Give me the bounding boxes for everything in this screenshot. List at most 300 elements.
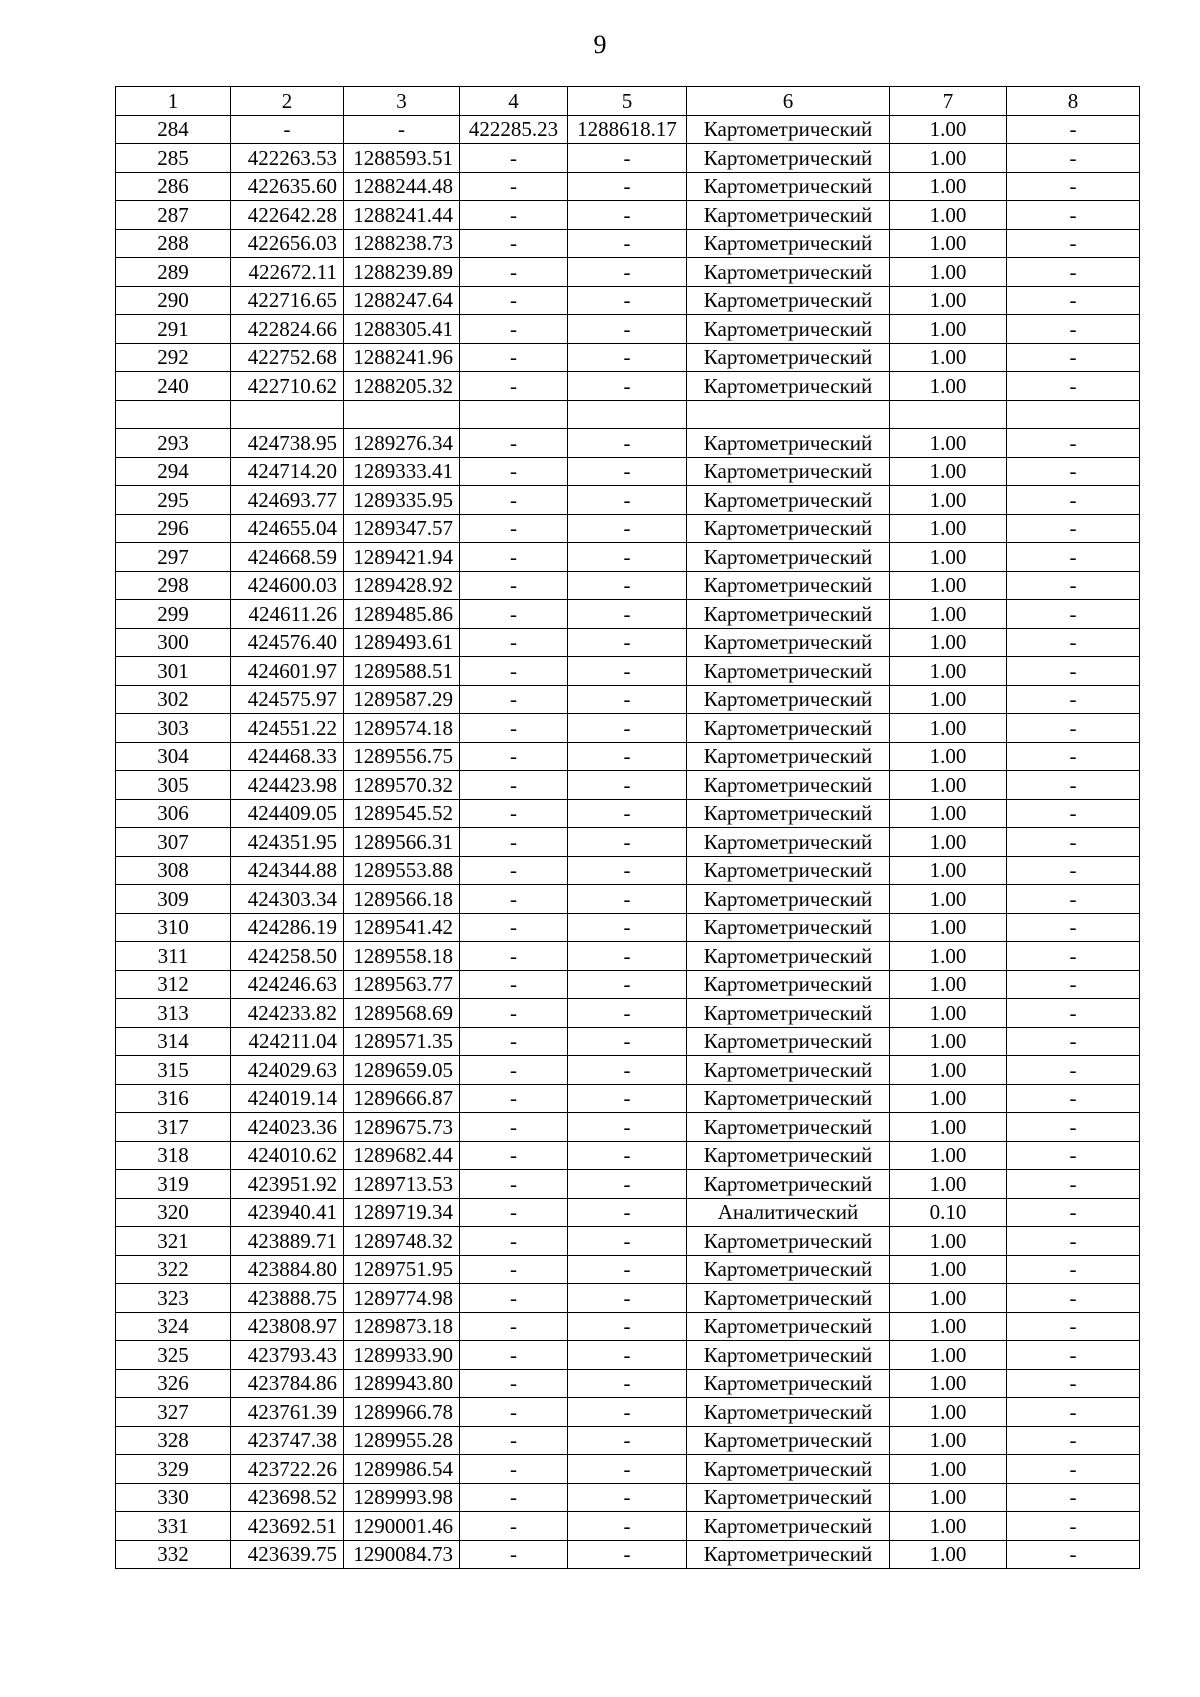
table-cell: 1288205.32	[344, 372, 460, 401]
table-cell: -	[460, 628, 568, 657]
table-cell: -	[568, 628, 687, 657]
table-cell: 1.00	[890, 457, 1007, 486]
table-cell: 1289719.34	[344, 1198, 460, 1227]
table-cell: 424600.03	[231, 571, 344, 600]
table-cell: -	[1007, 258, 1140, 287]
table-cell: -	[460, 1084, 568, 1113]
table-cell: 1289966.78	[344, 1398, 460, 1427]
table-cell: 321	[116, 1227, 231, 1256]
table-cell: Картометрический	[687, 1255, 890, 1284]
table-cell: -	[1007, 486, 1140, 515]
column-header: 8	[1007, 87, 1140, 116]
table-cell: -	[568, 657, 687, 686]
table-cell: 424551.22	[231, 714, 344, 743]
table-cell: 294	[116, 457, 231, 486]
table-cell: -	[568, 856, 687, 885]
table-row	[116, 913, 1140, 942]
table-cell: Картометрический	[687, 286, 890, 315]
table-cell: -	[568, 1398, 687, 1427]
table-cell: 1289545.52	[344, 799, 460, 828]
table-cell: 424601.97	[231, 657, 344, 686]
table-cell: -	[460, 315, 568, 344]
table-row	[116, 315, 1140, 344]
table-row	[116, 685, 1140, 714]
table-row	[116, 1141, 1140, 1170]
table-row	[116, 657, 1140, 686]
table-cell: Картометрический	[687, 657, 890, 686]
table-cell: 332	[116, 1540, 231, 1569]
table-cell: -	[1007, 286, 1140, 315]
table-cell: 1288239.89	[344, 258, 460, 287]
table-row	[116, 856, 1140, 885]
table-cell: 423940.41	[231, 1198, 344, 1227]
table-row	[116, 1426, 1140, 1455]
table-cell: -	[1007, 372, 1140, 401]
table-cell: 1.00	[890, 628, 1007, 657]
table-row	[116, 1369, 1140, 1398]
table-cell: Картометрический	[687, 1284, 890, 1313]
table-cell: Картометрический	[687, 1227, 890, 1256]
table-cell: 424423.98	[231, 771, 344, 800]
table-cell: 1289558.18	[344, 942, 460, 971]
table-cell: -	[1007, 742, 1140, 771]
table-cell: Картометрический	[687, 201, 890, 230]
table-cell: -	[1007, 1170, 1140, 1199]
table-cell: -	[460, 457, 568, 486]
table-cell: -	[568, 1027, 687, 1056]
table-cell: 422263.53	[231, 144, 344, 173]
table-cell: 423761.39	[231, 1398, 344, 1427]
table-cell: 1288238.73	[344, 229, 460, 258]
table-cell: 1.00	[890, 970, 1007, 999]
table-cell: 1289943.80	[344, 1369, 460, 1398]
table-cell: Картометрический	[687, 1113, 890, 1142]
table-cell: 423951.92	[231, 1170, 344, 1199]
table-cell: 1288241.96	[344, 343, 460, 372]
table-cell: -	[460, 856, 568, 885]
table-cell: -	[568, 571, 687, 600]
table-cell: Картометрический	[687, 1027, 890, 1056]
table-cell: 290	[116, 286, 231, 315]
table-cell: 1289556.75	[344, 742, 460, 771]
table-cell: -	[1007, 1540, 1140, 1569]
table-cell: 424409.05	[231, 799, 344, 828]
table-cell: Картометрический	[687, 714, 890, 743]
table-cell: 1.00	[890, 1540, 1007, 1569]
table-cell: -	[1007, 172, 1140, 201]
table-cell: Картометрический	[687, 543, 890, 572]
table-cell: 422656.03	[231, 229, 344, 258]
table-cell: -	[568, 372, 687, 401]
table-cell	[231, 400, 344, 429]
table-cell: Картометрический	[687, 429, 890, 458]
table-cell: -	[460, 742, 568, 771]
table-cell: 424211.04	[231, 1027, 344, 1056]
table-cell: -	[568, 1341, 687, 1370]
page-number: 9	[593, 30, 607, 59]
table-cell: Картометрический	[687, 685, 890, 714]
table-cell: 1.00	[890, 172, 1007, 201]
table-cell: 1.00	[890, 714, 1007, 743]
table-cell: 1289774.98	[344, 1284, 460, 1313]
table-cell: Картометрический	[687, 999, 890, 1028]
table-cell: 424246.63	[231, 970, 344, 999]
table-cell: -	[1007, 1255, 1140, 1284]
table-row	[116, 828, 1140, 857]
table-cell: -	[1007, 1141, 1140, 1170]
table-cell: -	[568, 258, 687, 287]
table-cell: 1288305.41	[344, 315, 460, 344]
table-cell: -	[568, 1483, 687, 1512]
table-cell: 1289574.18	[344, 714, 460, 743]
table-cell: -	[1007, 1227, 1140, 1256]
table-row	[116, 343, 1140, 372]
table-cell: 288	[116, 229, 231, 258]
table-cell: -	[1007, 571, 1140, 600]
table-cell: 329	[116, 1455, 231, 1484]
table-cell: 1289955.28	[344, 1426, 460, 1455]
table-cell: -	[1007, 1198, 1140, 1227]
table-cell: -	[460, 1027, 568, 1056]
table-row	[116, 1027, 1140, 1056]
table-cell: -	[460, 885, 568, 914]
table-cell: -	[568, 942, 687, 971]
table-cell: 315	[116, 1056, 231, 1085]
table-cell: 423889.71	[231, 1227, 344, 1256]
table-cell: 424258.50	[231, 942, 344, 971]
table-cell: 424019.14	[231, 1084, 344, 1113]
table-cell: 422672.11	[231, 258, 344, 287]
table-cell	[344, 400, 460, 429]
table-cell: 1.00	[890, 543, 1007, 572]
table-cell: 1.00	[890, 1255, 1007, 1284]
table-cell: -	[568, 1455, 687, 1484]
table-cell: -	[460, 600, 568, 629]
table-cell: 1289568.69	[344, 999, 460, 1028]
table-cell: Картометрический	[687, 144, 890, 173]
table-row	[116, 1056, 1140, 1085]
column-header: 6	[687, 87, 890, 116]
table-cell: 424714.20	[231, 457, 344, 486]
table-row	[116, 543, 1140, 572]
table-cell: -	[460, 1113, 568, 1142]
table-cell: 1.00	[890, 828, 1007, 857]
table-cell: -	[568, 771, 687, 800]
table-cell	[687, 400, 890, 429]
table-cell: 1.00	[890, 685, 1007, 714]
table-cell: 326	[116, 1369, 231, 1398]
table-row	[116, 600, 1140, 629]
column-header: 1	[116, 87, 231, 116]
table-row	[116, 771, 1140, 800]
table-cell: -	[568, 885, 687, 914]
table-cell: -	[460, 201, 568, 230]
table-cell: Картометрический	[687, 828, 890, 857]
table-cell: 422642.28	[231, 201, 344, 230]
table-cell: -	[568, 486, 687, 515]
table-cell: 1.00	[890, 913, 1007, 942]
table-row	[116, 201, 1140, 230]
table-cell: 319	[116, 1170, 231, 1199]
table-cell: -	[1007, 600, 1140, 629]
table-cell: 295	[116, 486, 231, 515]
table-cell: -	[460, 1141, 568, 1170]
table-cell: Картометрический	[687, 1141, 890, 1170]
table-cell: -	[568, 1255, 687, 1284]
table-cell: 424344.88	[231, 856, 344, 885]
table-cell: -	[460, 286, 568, 315]
table-cell: -	[568, 1198, 687, 1227]
table-row	[116, 1455, 1140, 1484]
table-cell: -	[568, 514, 687, 543]
table-cell: -	[460, 1426, 568, 1455]
table-cell: -	[460, 1512, 568, 1541]
table-cell: -	[568, 1227, 687, 1256]
table-cell: -	[460, 1341, 568, 1370]
table-cell: -	[568, 1426, 687, 1455]
table-cell: Картометрический	[687, 457, 890, 486]
table-cell: 291	[116, 315, 231, 344]
table-cell: 314	[116, 1027, 231, 1056]
table-cell: 1.00	[890, 1113, 1007, 1142]
table-row	[116, 714, 1140, 743]
table-cell: 308	[116, 856, 231, 885]
table-cell: Картометрический	[687, 1369, 890, 1398]
table-cell: 1.00	[890, 144, 1007, 173]
blank-separator-row	[116, 400, 1140, 429]
table-cell: -	[1007, 144, 1140, 173]
table-cell: 1.00	[890, 1027, 1007, 1056]
table-cell: -	[1007, 1483, 1140, 1512]
table-cell: 311	[116, 942, 231, 971]
table-cell: 309	[116, 885, 231, 914]
table-cell: Картометрический	[687, 913, 890, 942]
table-cell: -	[1007, 685, 1140, 714]
table-cell: 1.00	[890, 286, 1007, 315]
table-row	[116, 999, 1140, 1028]
table-cell: -	[460, 657, 568, 686]
table-cell: 1289553.88	[344, 856, 460, 885]
table-cell: -	[231, 115, 344, 144]
table-cell: -	[460, 1056, 568, 1085]
table-cell: Картометрический	[687, 1540, 890, 1569]
table-row	[116, 286, 1140, 315]
table-row	[116, 115, 1140, 144]
table-row	[116, 372, 1140, 401]
table-cell: -	[568, 1312, 687, 1341]
table-cell: -	[1007, 1027, 1140, 1056]
table-row	[116, 258, 1140, 287]
table-cell: 423793.43	[231, 1341, 344, 1370]
table-cell	[116, 400, 231, 429]
table-cell: Картометрический	[687, 258, 890, 287]
table-cell: 424233.82	[231, 999, 344, 1028]
table-row	[116, 1198, 1140, 1227]
table-cell: -	[460, 1284, 568, 1313]
table-cell: -	[460, 543, 568, 572]
table-cell: 1289421.94	[344, 543, 460, 572]
table-row	[116, 1398, 1140, 1427]
table-cell: 422716.65	[231, 286, 344, 315]
table-header-row	[116, 87, 1140, 116]
table-cell: -	[460, 486, 568, 515]
table-row	[116, 429, 1140, 458]
table-cell: Картометрический	[687, 1312, 890, 1341]
table-cell: 423888.75	[231, 1284, 344, 1313]
table-cell: -	[460, 571, 568, 600]
table-cell: 289	[116, 258, 231, 287]
table-cell: 240	[116, 372, 231, 401]
table-cell: 424611.26	[231, 600, 344, 629]
table-cell: -	[1007, 457, 1140, 486]
table-cell: 292	[116, 343, 231, 372]
table-cell: 1.00	[890, 942, 1007, 971]
table-row	[116, 970, 1140, 999]
table-cell: -	[1007, 115, 1140, 144]
table-cell: -	[568, 429, 687, 458]
table-cell: -	[1007, 828, 1140, 857]
table-cell: -	[1007, 799, 1140, 828]
table-cell: -	[568, 1170, 687, 1199]
table-cell: -	[460, 1255, 568, 1284]
table-cell: -	[460, 1312, 568, 1341]
table-cell: -	[460, 372, 568, 401]
table-cell: -	[568, 714, 687, 743]
column-header: 2	[231, 87, 344, 116]
column-header: 3	[344, 87, 460, 116]
table-cell: -	[568, 799, 687, 828]
table-cell: -	[1007, 429, 1140, 458]
table-cell: 310	[116, 913, 231, 942]
table-cell: -	[460, 1540, 568, 1569]
table-cell: -	[568, 201, 687, 230]
table-row	[116, 1113, 1140, 1142]
table-row	[116, 885, 1140, 914]
table-cell: Картометрический	[687, 1170, 890, 1199]
table-cell: 424303.34	[231, 885, 344, 914]
table-cell: 1.00	[890, 571, 1007, 600]
table-cell: 328	[116, 1426, 231, 1455]
table-cell: 1289541.42	[344, 913, 460, 942]
table-cell: 1289986.54	[344, 1455, 460, 1484]
table-cell: 1290001.46	[344, 1512, 460, 1541]
table-cell: 1.00	[890, 486, 1007, 515]
table-cell: 1.00	[890, 1227, 1007, 1256]
table-cell: 1289276.34	[344, 429, 460, 458]
table-cell: 1.00	[890, 115, 1007, 144]
table-cell: 1289588.51	[344, 657, 460, 686]
table-cell: -	[460, 685, 568, 714]
table-cell: -	[568, 543, 687, 572]
table-cell: -	[1007, 229, 1140, 258]
table-cell: 1289659.05	[344, 1056, 460, 1085]
table-cell: 1289428.92	[344, 571, 460, 600]
table-row	[116, 1255, 1140, 1284]
table-cell: Картометрический	[687, 172, 890, 201]
table-cell: 1289566.18	[344, 885, 460, 914]
table-cell: Картометрический	[687, 885, 890, 914]
table-cell: 1.00	[890, 1398, 1007, 1427]
table-cell: 424468.33	[231, 742, 344, 771]
table-cell: 1288618.17	[568, 115, 687, 144]
table-cell: -	[1007, 1284, 1140, 1313]
table-cell: 422752.68	[231, 343, 344, 372]
table-cell: -	[460, 1170, 568, 1199]
table-cell: 1289666.87	[344, 1084, 460, 1113]
table-cell: Картометрический	[687, 229, 890, 258]
table-cell: 1289993.98	[344, 1483, 460, 1512]
table-cell: 1289566.31	[344, 828, 460, 857]
table-cell: 1289485.86	[344, 600, 460, 629]
table-cell: 424738.95	[231, 429, 344, 458]
table-cell: Картометрический	[687, 1341, 890, 1370]
table-cell: Картометрический	[687, 1483, 890, 1512]
table-cell: 1.00	[890, 799, 1007, 828]
table-cell: 1290084.73	[344, 1540, 460, 1569]
table-cell: Картометрический	[687, 1398, 890, 1427]
table-cell: -	[1007, 514, 1140, 543]
table-cell: -	[568, 286, 687, 315]
table-cell: 424351.95	[231, 828, 344, 857]
table-cell: 1288244.48	[344, 172, 460, 201]
table-cell: -	[344, 115, 460, 144]
table-cell: Картометрический	[687, 372, 890, 401]
table-cell: Картометрический	[687, 1426, 890, 1455]
table-cell: 303	[116, 714, 231, 743]
table-cell: 1.00	[890, 343, 1007, 372]
table-cell: 325	[116, 1341, 231, 1370]
table-cell: 285	[116, 144, 231, 173]
table-row	[116, 571, 1140, 600]
table-cell: 1.00	[890, 1512, 1007, 1541]
table-cell: 1289333.41	[344, 457, 460, 486]
table-cell: -	[568, 457, 687, 486]
table-cell: 323	[116, 1284, 231, 1313]
table-cell: 302	[116, 685, 231, 714]
table-cell: -	[1007, 201, 1140, 230]
table-cell: Картометрический	[687, 628, 890, 657]
table-cell: -	[1007, 714, 1140, 743]
table-cell	[460, 400, 568, 429]
table-cell: -	[568, 1084, 687, 1113]
table-cell: -	[1007, 771, 1140, 800]
table-cell: -	[460, 229, 568, 258]
table-cell: Картометрический	[687, 315, 890, 344]
table-cell: 1288247.64	[344, 286, 460, 315]
table-cell: Картометрический	[687, 1455, 890, 1484]
table-cell: -	[460, 913, 568, 942]
table-cell: -	[460, 1369, 568, 1398]
table-cell: Картометрический	[687, 942, 890, 971]
table-cell: Картометрический	[687, 486, 890, 515]
table-cell: -	[568, 685, 687, 714]
table-cell: 1.00	[890, 1084, 1007, 1113]
table-cell: -	[1007, 1369, 1140, 1398]
table-cell: -	[460, 1398, 568, 1427]
table-cell: 424655.04	[231, 514, 344, 543]
table-cell: 1.00	[890, 999, 1007, 1028]
table-row	[116, 1284, 1140, 1313]
table-cell: 1289335.95	[344, 486, 460, 515]
table-cell: 1.00	[890, 600, 1007, 629]
table-cell: 1.00	[890, 1341, 1007, 1370]
table-row	[116, 1312, 1140, 1341]
table-cell: 322	[116, 1255, 231, 1284]
table-cell: 1289347.57	[344, 514, 460, 543]
table-cell: -	[1007, 1426, 1140, 1455]
table-cell: 1.00	[890, 258, 1007, 287]
table-cell: -	[568, 1113, 687, 1142]
